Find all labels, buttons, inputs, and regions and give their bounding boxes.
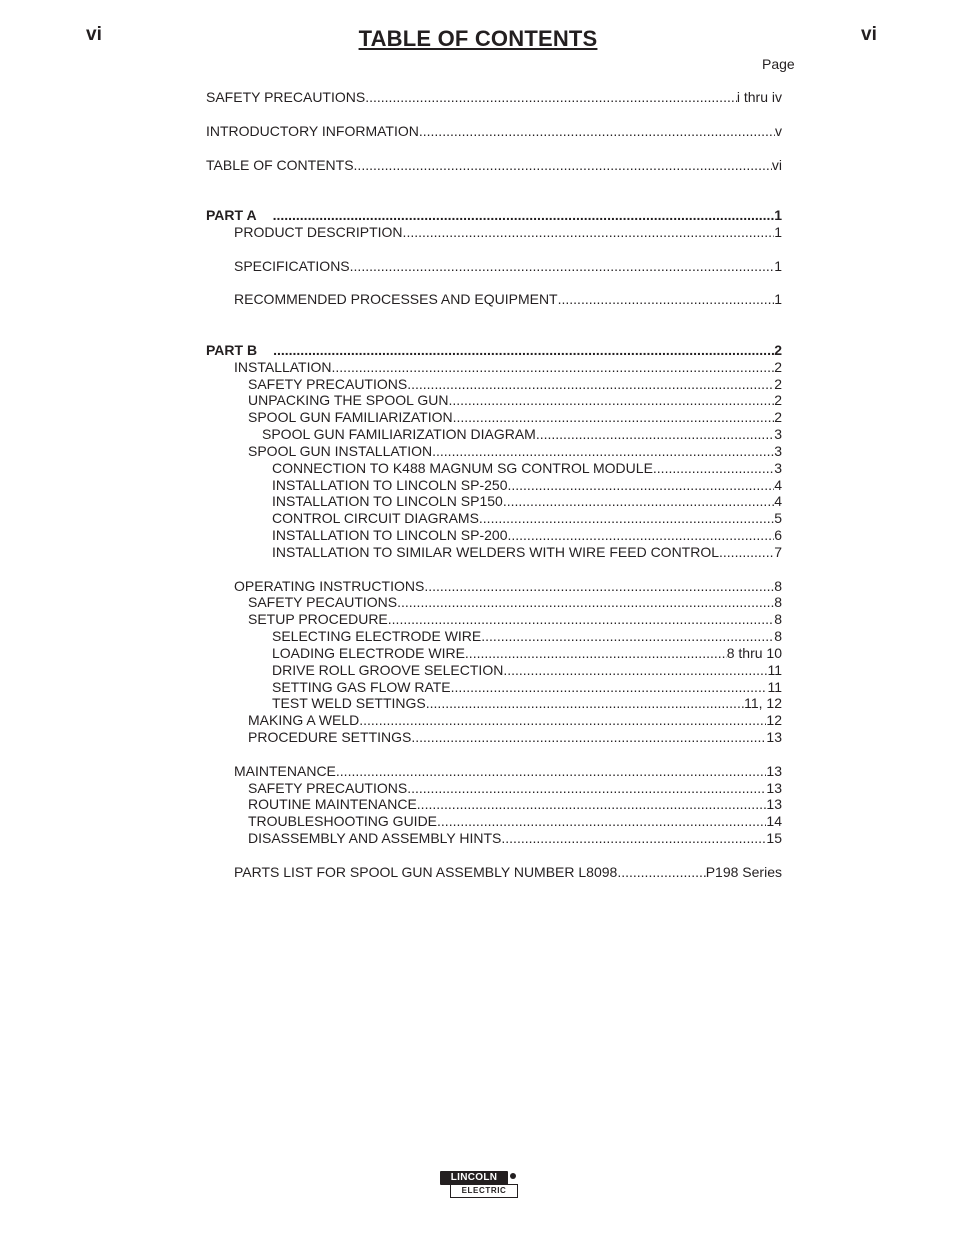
toc-entry: PARTS LIST FOR SPOOL GUN ASSEMBLY NUMBER L8098 ..... P198 Series — [234, 864, 782, 881]
toc-entry: TABLE OF CONTENTS ..... vi — [206, 157, 782, 174]
toc-entry: INSTALLATION TO LINCOLN SP150 ..... 4 — [272, 493, 782, 510]
toc-entry: INSTALLATION TO LINCOLN SP-250 ..... 4 — [272, 477, 782, 494]
toc-entry: SPOOL GUN FAMILIARIZATION ..... 2 — [248, 409, 782, 426]
page-title: TABLE OF CONTENTS — [358, 26, 598, 51]
toc-entry: SPOOL GUN INSTALLATION ..... 3 — [248, 443, 782, 460]
toc-entry: RECOMMENDED PROCESSES AND EQUIPMENT ..... 1 — [234, 291, 782, 308]
lincoln-electric-logo — [440, 1171, 520, 1199]
page-column-label: Page — [762, 56, 795, 72]
toc-entry: PRODUCT DESCRIPTION. ..... 1 — [234, 224, 782, 241]
toc-entry: INTRODUCTORY INFORMATION ..... v — [206, 123, 782, 140]
toc-entry: ROUTINE MAINTENANCE ..... 13 — [248, 796, 782, 813]
toc-entry: SAFETY PRECAUTIONS ..... 2 — [248, 376, 782, 393]
toc-entry: UNPACKING THE SPOOL GUN ..... 2 — [248, 392, 782, 409]
toc-entry: SETUP PROCEDURE ..... 8 — [248, 611, 782, 628]
toc-entry: INSTALLATION TO LINCOLN SP-200 ..... 6 — [272, 527, 782, 544]
toc-entry: SPECIFICATIONS ..... 1 — [234, 258, 782, 275]
toc-entry: SETTING GAS FLOW RATE ..... 11 — [272, 679, 782, 696]
logo-top-text: LINCOLN — [440, 1171, 508, 1185]
toc-entry: CONNECTION TO K488 MAGNUM SG CONTROL MODULE ..... 3 — [272, 460, 782, 477]
toc-entry: PROCEDURE SETTINGS ..... 13 — [248, 729, 782, 746]
toc-entry: TEST WELD SETTINGS ..... 11, 12 — [272, 695, 782, 712]
registered-mark-icon — [510, 1173, 516, 1179]
toc-section-heading: PART B ..... 2 — [206, 342, 782, 359]
toc-entry: MAKING A WELD ..... 12 — [248, 712, 782, 729]
toc-entry: OPERATING INSTRUCTIONS ..... 8 — [234, 578, 782, 595]
toc-section-heading: PART A ..... 1 — [206, 207, 782, 224]
toc-entry: SAFETY PRECAUTIONS ..... i thru iv — [206, 89, 782, 106]
toc-entry: INSTALLATION TO SIMILAR WELDERS WITH WIRE FEED CONTROL ..... 7 — [272, 544, 782, 561]
page-number-right: vi — [861, 24, 877, 45]
toc-entry: DISASSEMBLY AND ASSEMBLY HINTS ..... 15 — [248, 830, 782, 847]
toc-entry: MAINTENANCE ..... 13 — [234, 763, 782, 780]
toc-entry: LOADING ELECTRODE WIRE ..... 8 thru 10 — [272, 645, 782, 662]
toc-entry: TROUBLESHOOTING GUIDE ..... 14 — [248, 813, 782, 830]
logo-bottom-text: ELECTRIC — [450, 1184, 518, 1198]
toc-entry: SPOOL GUN FAMILIARIZATION DIAGRAM ..... 3 — [262, 426, 782, 443]
toc-entry: SAFETY PRECAUTIONS ..... 13 — [248, 780, 782, 797]
toc-entry: SAFETY PECAUTIONS ..... 8 — [248, 594, 782, 611]
page-number-left: vi — [86, 24, 102, 45]
toc-entry: INSTALLATION ..... 2 — [234, 359, 782, 376]
toc-entry: SELECTING ELECTRODE WIRE ..... 8 — [272, 628, 782, 645]
toc-entry: CONTROL CIRCUIT DIAGRAMS ..... 5 — [272, 510, 782, 527]
toc-entry: DRIVE ROLL GROOVE SELECTION ..... 11 — [272, 662, 782, 679]
